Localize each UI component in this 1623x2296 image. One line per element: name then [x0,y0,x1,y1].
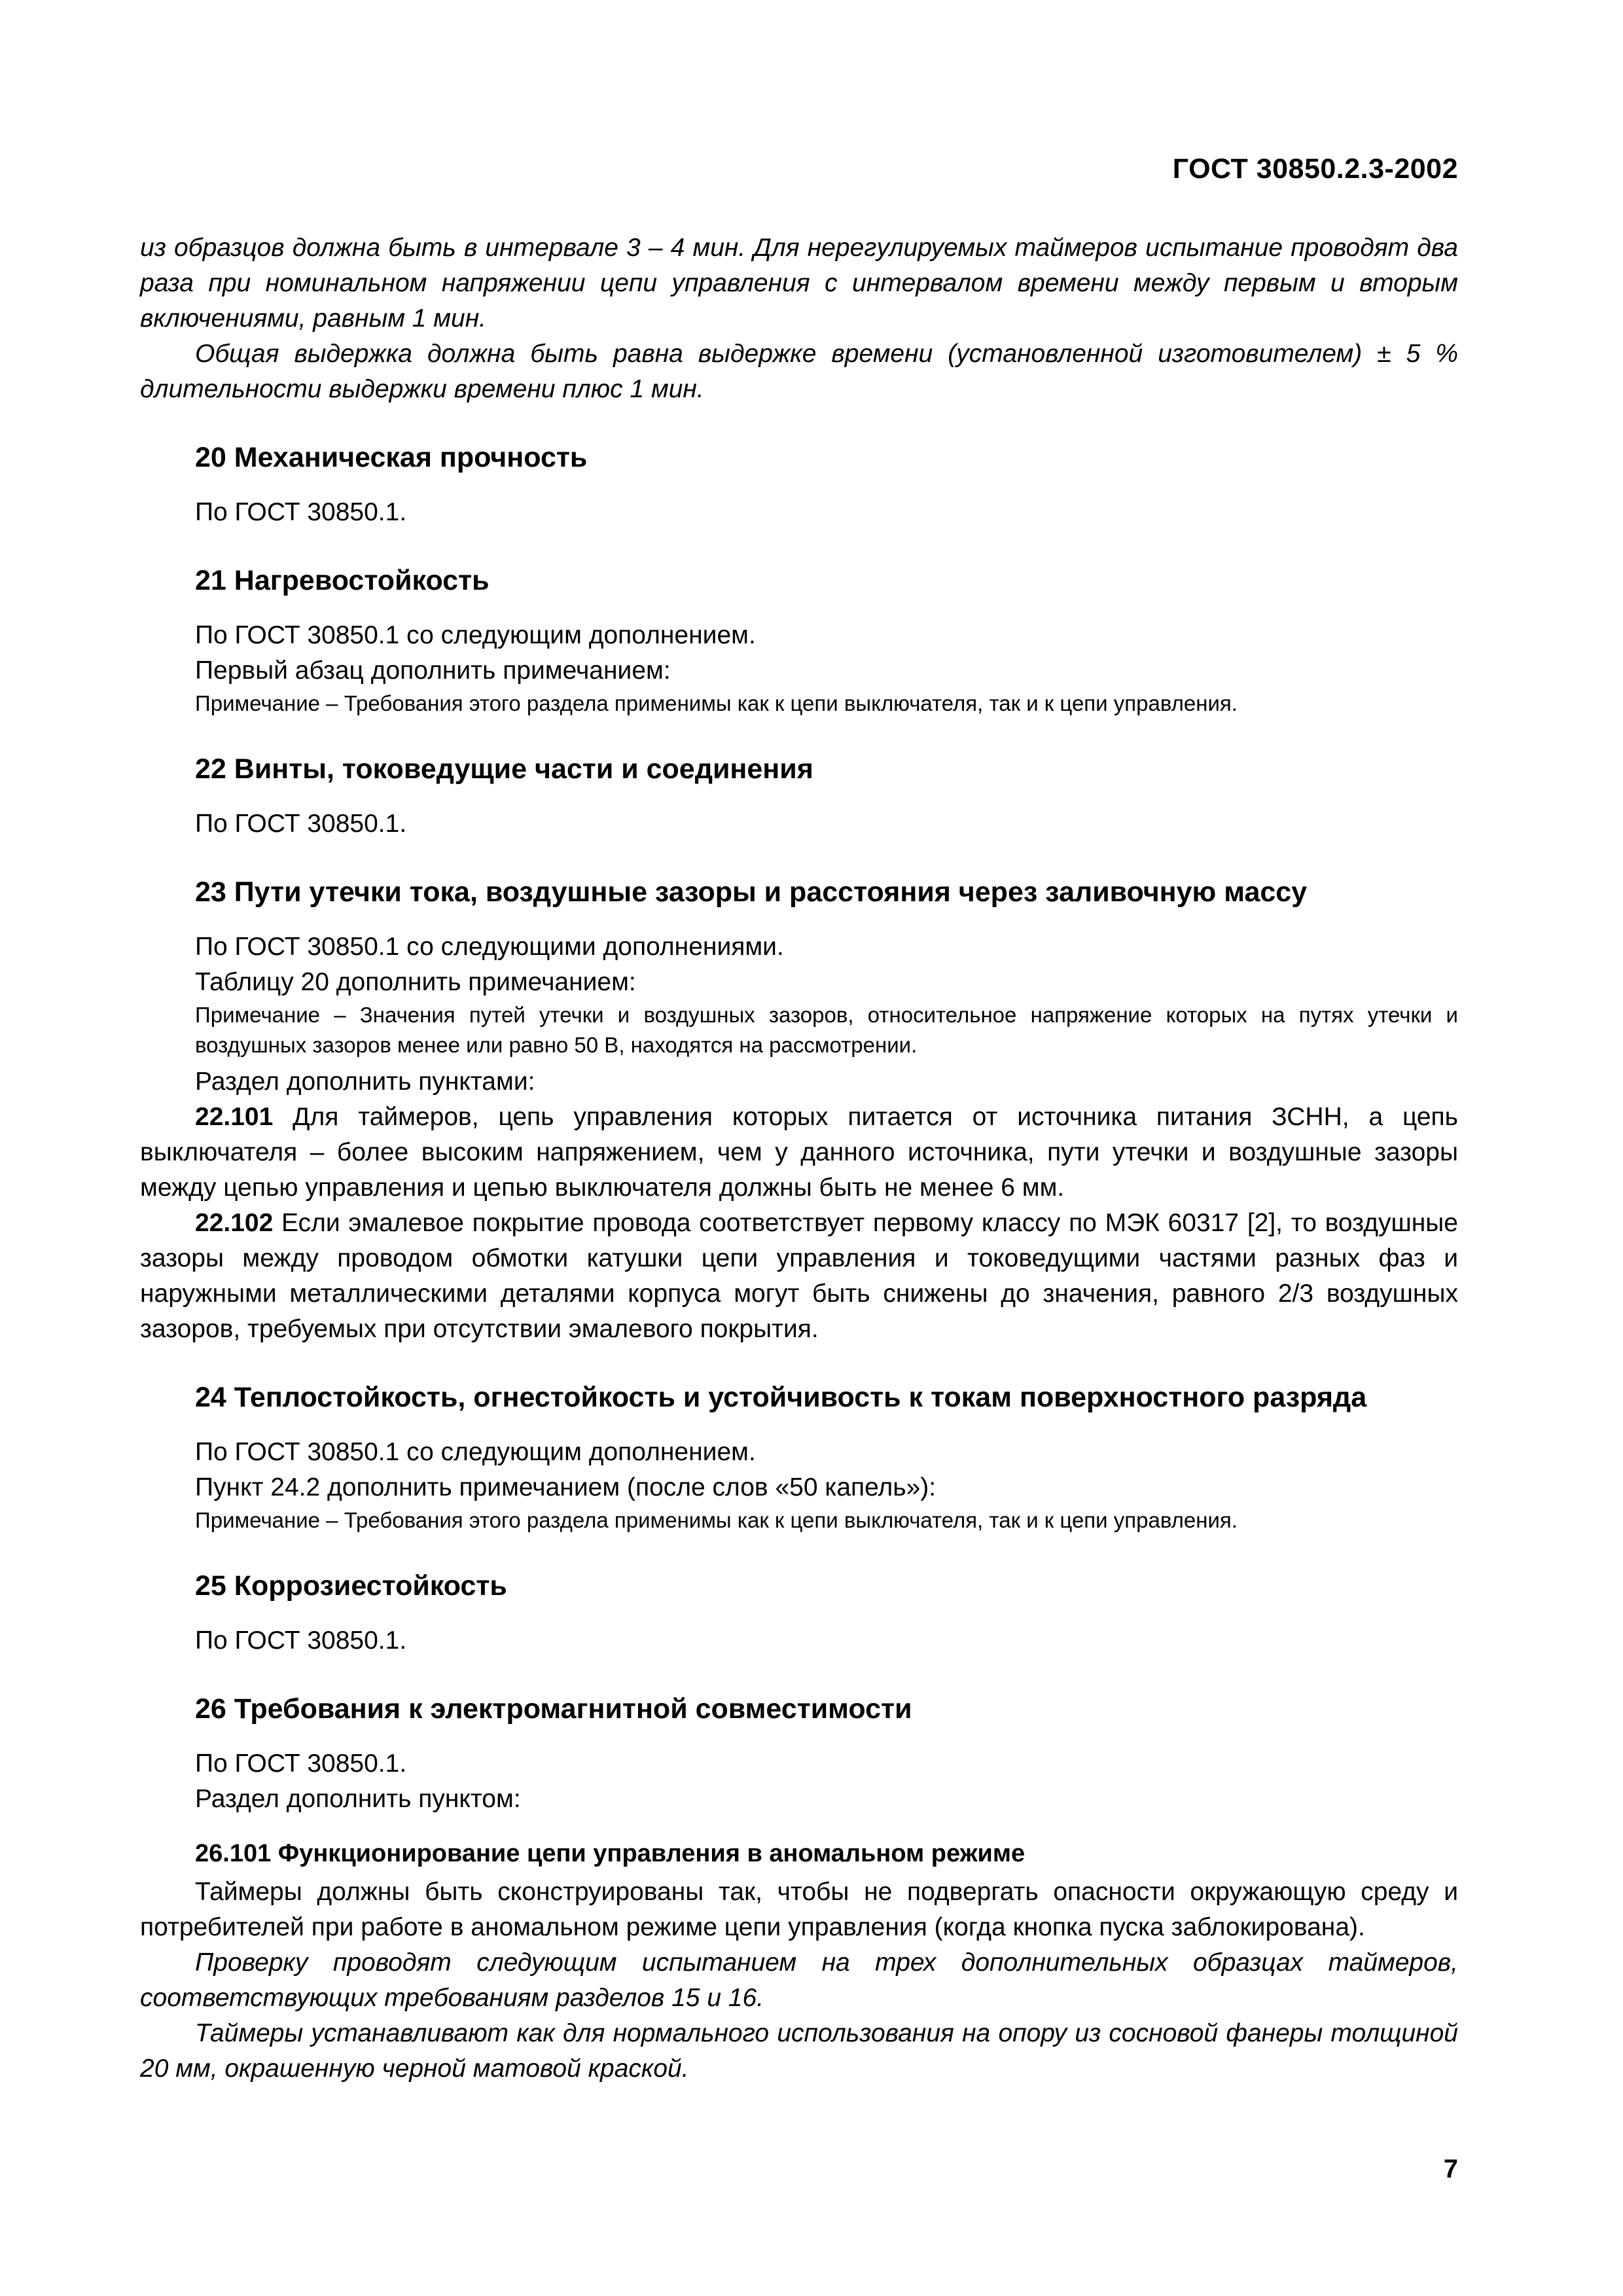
section-26-paragraph-2: Проверку проводят следующим испытанием на трех дополнительных образцах таймеров, соответствующих требованиям разделов 15 и 16. [140,1948,1458,2012]
section-25-text: По ГОСТ 30850.1. [195,1626,407,1655]
section-26-line-1: По ГОСТ 30850.1. [195,1749,407,1778]
page-number: 7 [1443,2155,1458,2183]
page-content [140,230,1458,2087]
clause-22-101-number: 22.101 [195,1103,274,1131]
section-24-note: Примечание – Требования этого раздела применимы как к цепи выключателя, так и к цепи управления. [195,1508,1238,1532]
section-23-note: Примечание – Значения путей утечки и воздушных зазоров, относительное напряжение которых на путях утечки и воздушных зазоров менее или равно 50 В, находятся на рассмотрении. [195,1003,1458,1057]
intro-paragraph-2: Общая выдержка должна быть равна выдержке времени (установленной изготовителем) ± 5 % длительности выдержки времени плюс 1 мин. [140,340,1458,403]
section-21-note: Примечание – Требования этого раздела применимы как к цепи выключателя, так и к цепи управления. [195,691,1238,715]
section-20-title: 20 Механическая прочность [195,442,588,473]
document-code-header: ГОСТ 30850.2.3-2002 [1172,153,1458,185]
section-23-line-2: Таблицу 20 дополнить примечанием: [195,968,636,996]
section-22-text: По ГОСТ 30850.1. [195,810,407,838]
section-26-paragraph-1: Таймеры должны быть сконструированы так, чтобы не подвергать опасности окружающую среду и потребителей при работе в аномальном режиме цепи управления (когда кнопка пуска заблокирована). [140,1878,1458,1941]
section-23-line-1: По ГОСТ 30850.1 со следующими дополнениями. [195,933,784,961]
section-21-line-2: Первый абзац дополнить примечанием: [195,656,671,685]
subsection-26-101-title: 26.101 Функционирование цепи управления в аномальном режиме [195,1840,1026,1867]
intro-paragraph-1: из образцов должна быть в интервале 3 – 4 мин. Для нерегулируемых таймеров испытание проводят два раза при номинальном напряжении цепи управления с интервалом времени между первым и вторым включениями, равным 1 мин. [140,234,1458,332]
clause-22-101-text: Для таймеров, цепь управления которых питается от источника питания ЗСНН, а цепь выключателя – более высоким напряжением, чем у данного источника, пути утечки и воздушные зазоры между цепью управления и цепью выключателя должны быть не менее 6 мм. [140,1103,1458,1202]
clause-22-102-number: 22.102 [195,1209,274,1237]
section-20-text: По ГОСТ 30850.1. [195,498,407,526]
section-21-title: 21 Нагревостойкость [195,565,490,596]
section-26-paragraph-3: Таймеры устанавливают как для нормального использования на опору из сосновой фанеры толщиной 20 мм, окрашенную черной матовой краской. [140,2019,1458,2083]
section-22-title: 22 Винты, токоведущие части и соединения [195,753,813,785]
clause-22-102 [140,1206,1458,1347]
clause-22-101 [140,1100,1458,1206]
clause-22-102-text: Если эмалевое покрытие провода соответствует первому классу по МЭК 60317 [2], то воздушные зазоры между проводом обмотки катушки цепи управления и токоведущими частями разных фаз и наружными металлическими деталями корпуса могут быть снижены до значения, равного 2/3 воздушных зазоров, требуемых при отсутствии эмалевого покрытия. [140,1209,1458,1343]
section-24-line-2: Пункт 24.2 дополнить примечанием (после слов «50 капель»): [195,1473,936,1501]
section-24-line-1: По ГОСТ 30850.1 со следующим дополнением. [195,1438,756,1466]
section-23-line-3: Раздел дополнить пунктами: [195,1067,535,1096]
section-24-title: 24 Теплостойкость, огнестойкость и устойчивость к токам поверхностного разряда [195,1382,1367,1413]
section-25-title: 25 Коррозиестойкость [195,1570,507,1602]
section-23-title: 23 Пути утечки тока, воздушные зазоры и расстояния через заливочную массу [195,876,1308,908]
section-21-line-1: По ГОСТ 30850.1 со следующим дополнением. [195,621,756,649]
section-26-title: 26 Требования к электромагнитной совместимости [195,1693,912,1725]
section-26-line-2: Раздел дополнить пунктом: [195,1785,521,1813]
